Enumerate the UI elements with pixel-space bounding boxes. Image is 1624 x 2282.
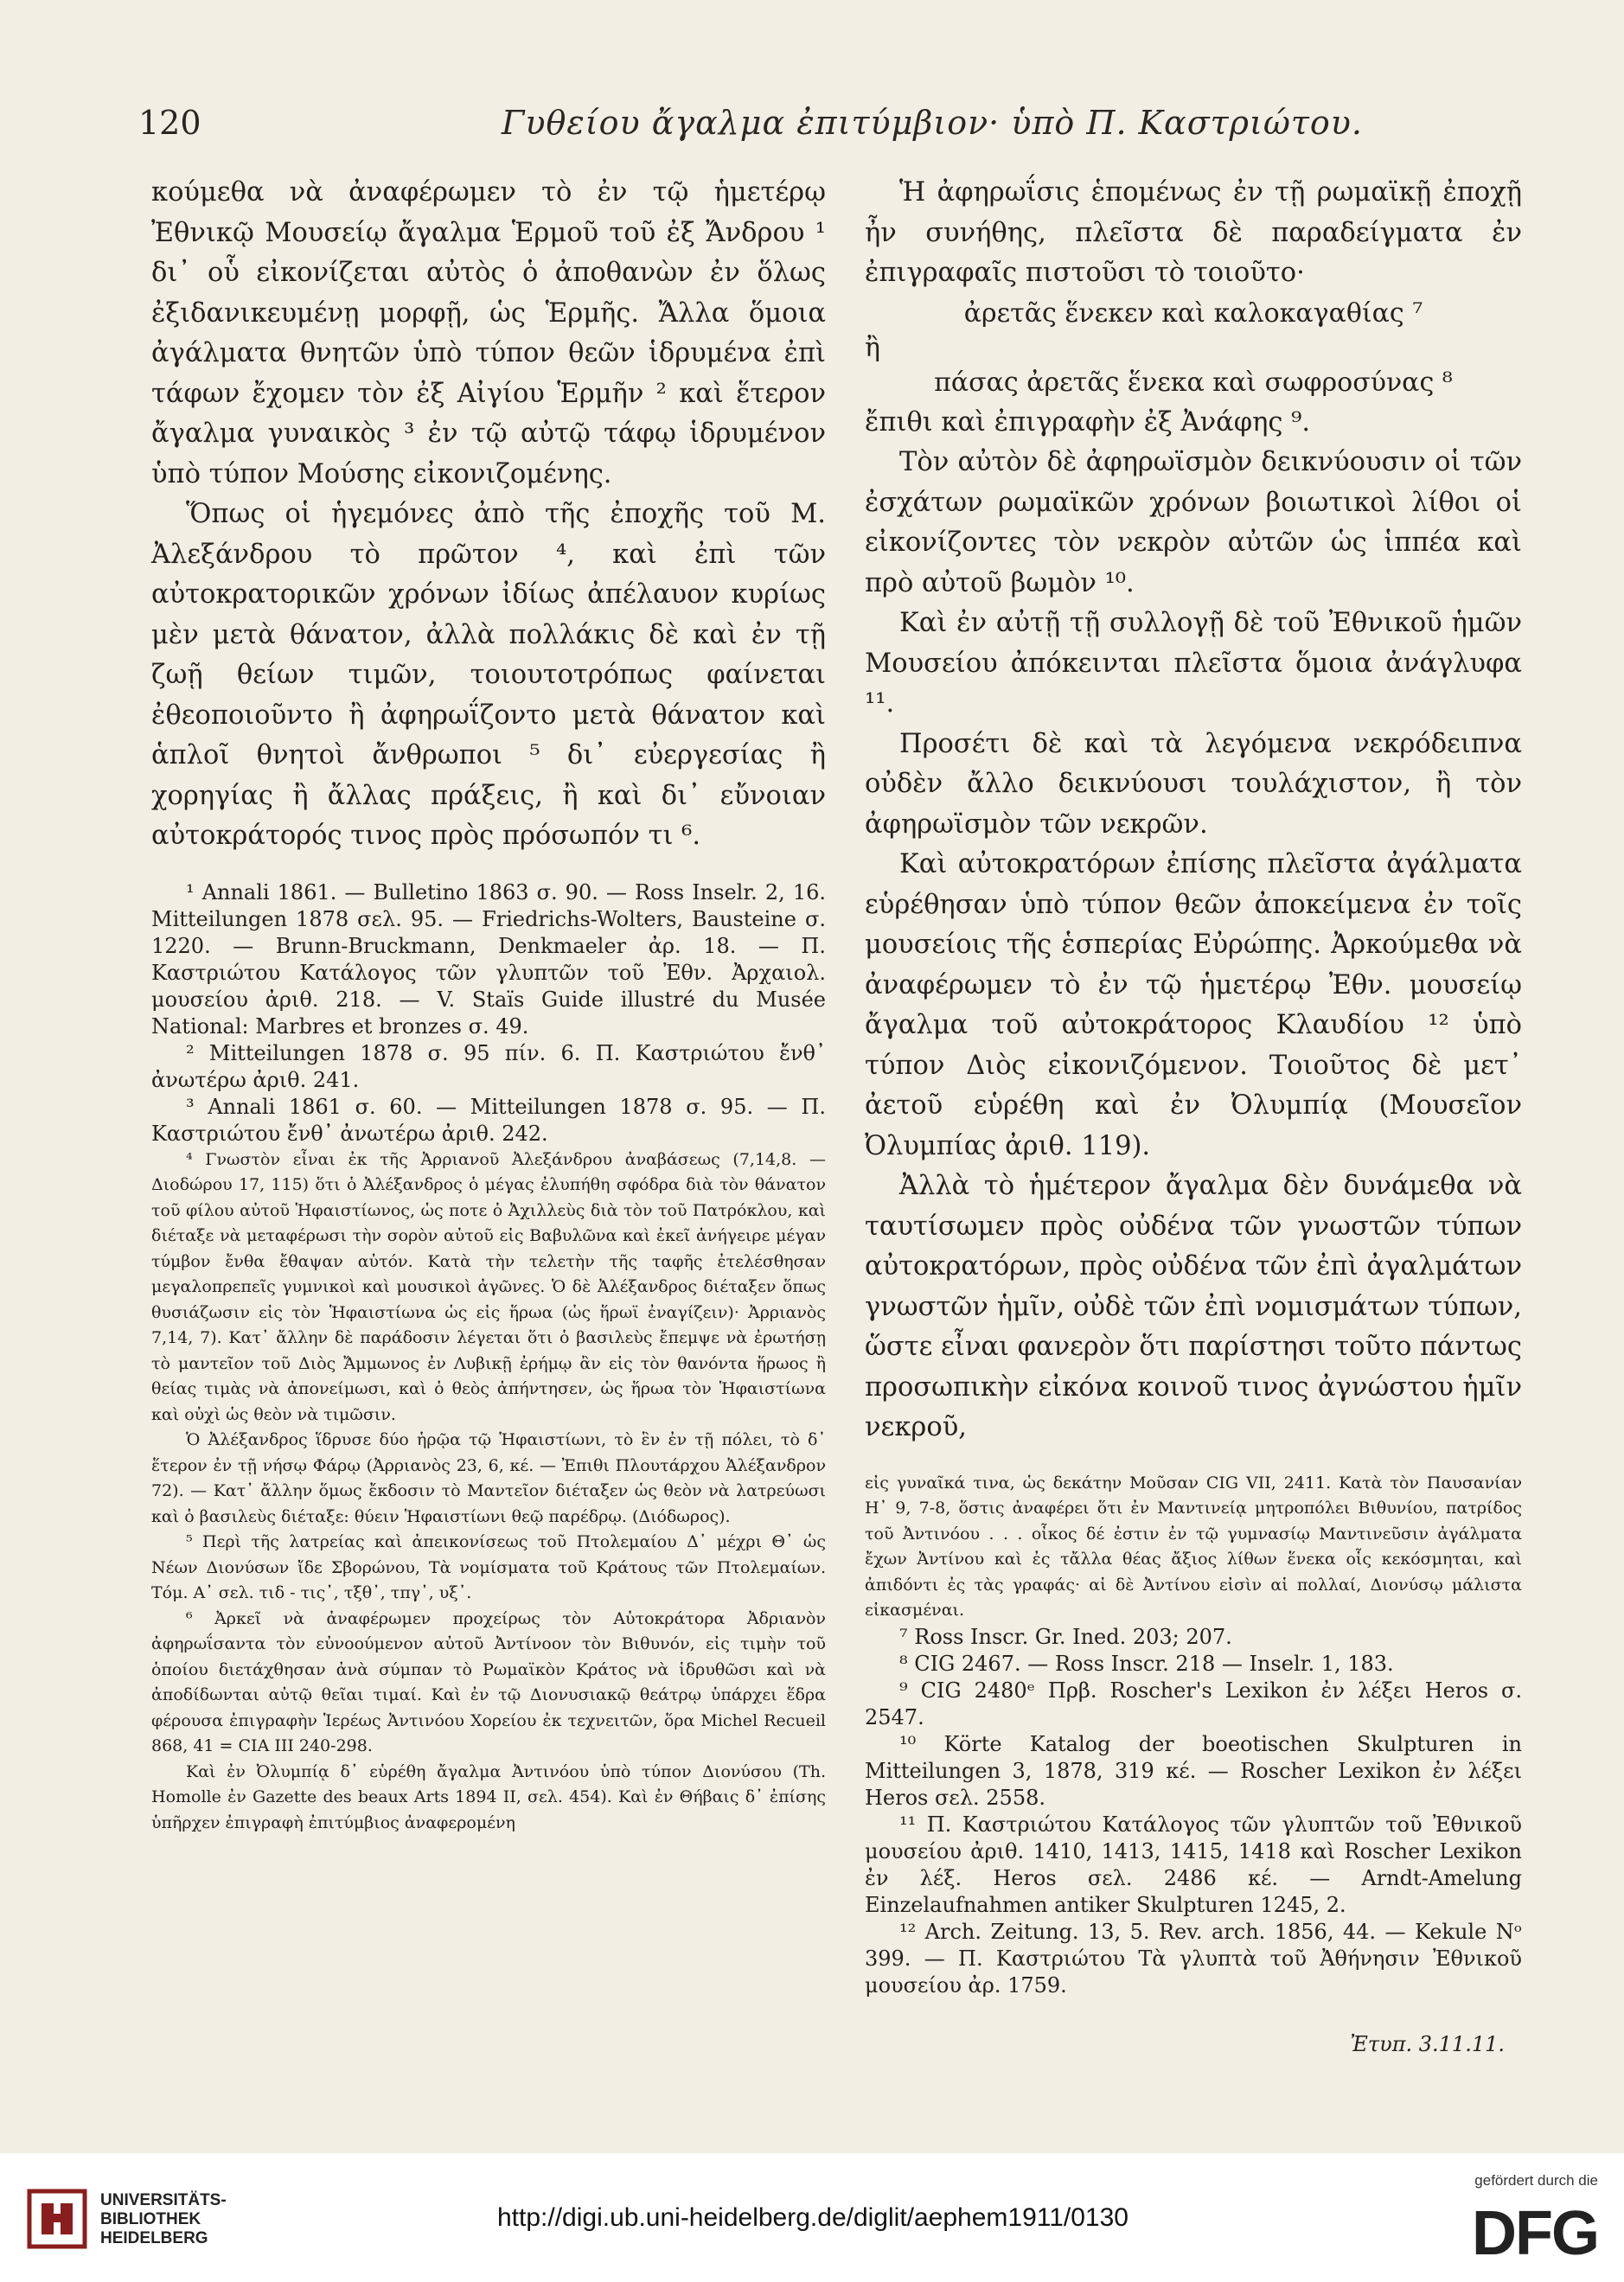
- right-column: [865, 173, 1522, 2056]
- left-paragraph-1: κούμεθα νὰ ἀναφέρωμεν τὸ ἐν τῷ ἡμετέρῳ Ἐθνικῷ Μουσείῳ ἄγαλμα Ἑρμοῦ τοῦ ἐξ Ἄνδρου ¹ δι᾽ οὗ εἰκονίζεται αὐτὸς ὁ ἀποθανὼν ἐν ὅλως ἐξιδανικευμένῃ μορφῇ, ὡς Ἑρμῆς. Ἄλλα ὅμοια ἀγάλματα θνητῶν ὑπὸ τύπον θεῶν ἱδρυμένα ἐπὶ τάφων ἔχομεν τὸν ἐξ Αἰγίου Ἑρμῆν ² καὶ ἕτερον ἄγαλμα γυναικὸς ³ ἐν τῷ αὐτῷ τάφῳ ἱδρυμένον ὑπὸ τύπον Μούσης εἰκονιζομένης.: [151, 177, 826, 489]
- page-number: 120: [138, 104, 201, 142]
- permalink-url[interactable]: http://digi.ub.uni-heidelberg.de/diglit/aephem1911/0130: [497, 2203, 1128, 2232]
- left-paragraph-2: Ὅπως οἱ ἡγεμόνες ἀπὸ τῆς ἐποχῆς τοῦ Μ. Ἀλεξάνδρου τὸ πρῶτον ⁴, καὶ ἐπὶ τῶν αὐτοκρατορικῶν χρόνων ἰδίως ἀπέλαυον κυρίως μὲν μετὰ θάνατον, ἀλλὰ πολλάκις δὲ καὶ ἐν τῇ ζωῇ θείων τιμῶν, τοιουτοτρόπως φαίνεται ἐθεοποιοῦντο ἢ ἀφηρωΐζοντο μετὰ θάνατον καὶ ἁπλοῖ θνητοὶ ἄνθρωποι ⁵ δι᾽ εὐεργεσίας ἢ χορηγίας ἢ ἄλλας πράξεις, ἢ καὶ δι᾽ εὔνοιαν αὐτοκράτορός τινος πρὸς πρόσωπόν τι ⁶.: [151, 499, 826, 851]
- footnote-12: ¹² Arch. Zeitung. 13, 5. Rev. arch. 1856, 44. — Kekule Nᵒ 399. — Π. Καστριώτου Τὰ γλυπτὰ τοῦ Ἀθήνησιν Ἐθνικοῦ μουσείου ἀρ. 1759.: [865, 1919, 1522, 1998]
- university-library-logo[interactable]: [26, 2179, 251, 2257]
- right-intro-paragraph: Ἡ ἀφηρωΐσις ἑπομένως ἐν τῇ ρωμαϊκῇ ἐποχῇ ἦν συνήθης, πλεῖστα δὲ παραδείγματα ἐν ἐπιγραφαῖς πιστοῦσι τὸ τοιοῦτο·: [865, 177, 1522, 288]
- right-paragraph-1: ἔπιθι καὶ ἐπιγραφὴν ἐξ Ἀνάφης ⁹.: [865, 406, 1311, 438]
- footnote-6: ⁶ Ἀρκεῖ νὰ ἀναφέρωμεν προχείρως τὸν Αὐτοκράτορα Ἀδριανὸν ἀφηρωΐσαντα τὸν εὐνοούμενον αὐτοῦ Ἀντίνοον τὸν Βιθυνόν, εἰς τιμὴν τοῦ ὁποίου διετάχθησαν ἀνὰ σύμπαν τὸ Ρωμαϊκὸν Κράτος νὰ ἱδρυθῶσι καὶ νὰ ἀποδίδωνται αὐτῷ θεῖαι τιμαί. Καὶ ἐν τῷ Διονυσιακῷ θεάτρῳ ὑπάρχει ἕδρα φέρουσα ἐπιγραφὴν Ἱερέως Ἀντινόου Χορείου ἐκ τεχνειτῶν, ὅρα Michel Recueil 868, 41 = CIA III 240-298.: [151, 1608, 826, 1755]
- right-paragraph-2: Τὸν αὐτὸν δὲ ἀφηρωϊσμὸν δεικνύουσιν οἱ τῶν ἐσχάτων ρωμαϊκῶν χρόνων βοιωτικοὶ λίθοι οἱ εἰκονίζοντες τὸν νεκρὸν αὐτῶν ὡς ἱππέα καὶ πρὸ αὐτοῦ βωμὸν ¹⁰.: [865, 447, 1522, 598]
- right-paragraph-4: Προσέτι δὲ καὶ τὰ λεγόμενα νεκρόδειπνα οὐδὲν ἄλλο δεικνύουσι τουλάχιστον, ἢ τὸν ἀφηρωϊσμὸν τῶν νεκρῶν.: [865, 728, 1522, 840]
- running-title: Γυθείου ἄγαλμα ἐπιτύμβιον· ὑπὸ Π. Καστριώτου.: [502, 104, 1363, 142]
- footnote-4-continued: Ὁ Ἀλέξανδρος ἵδρυσε δύο ἡρῷα τῷ Ἡφαιστίωνι, τὸ ἓν ἐν τῇ πόλει, τὸ δ᾽ ἕτερον ἐν τῇ νήσῳ Φάρῳ (Ἀρριανὸς 23, 6, κέ. — Ἐπιθι Πλουτάρχου Ἀλέξανδρον 72). — Κατ᾽ ἄλλην ὅμως ἔκδοσιν τὸ Μαντεῖον διέταξεν ὡς θεὸν νὰ λατρεύωσι καὶ ὁ βασιλεὺς διέταξε: θύειν Ἡφαιστίωνι θεῷ παρέδρῳ. (Διόδωρος).: [151, 1430, 826, 1526]
- footnote-7: ⁷ Ross Inscr. Gr. Ined. 203; 207.: [899, 1624, 1232, 1649]
- footnote-3: ³ Annali 1861 σ. 60. — Mitteilungen 1878 σ. 95. — Π. Καστριώτου ἔνθ᾽ ἀνωτέρω ἀριθ. 242.: [151, 1094, 826, 1146]
- footnote-continuation: εἰς γυναῖκά τινα, ὡς δεκάτην Μοῦσαν CIG VII, 2411. Κατὰ τὸν Παυσανίαν Η᾽ 9, 7-8, ὅστις ἀναφέρει ὅτι ἐν Μαντινείᾳ μητροπόλει Βιθυνίου, πατρίδος τοῦ Ἀντινόου . . . οἶκος δέ ἐστιν ἐν τῷ γυμνασίῳ Μαντινεῦσιν ἀγάλματα ἔχων Ἀντίνου καὶ ἐς τἄλλα θέας ἄξιος λίθων ἕνεκα οἷς κεκόσμηται, καὶ ἀπιδόντι ἐς τὰς γραφάς· αἱ δὲ Ἀντίνου εἰσὶν αἱ πολλαί, Διονύσῳ μάλιστα εἰκασμέναι.: [865, 1473, 1522, 1620]
- right-paragraph-6: Ἀλλὰ τὸ ἡμέτερον ἄγαλμα δὲν δυνάμεθα νὰ ταυτίσωμεν πρὸς οὐδένα τῶν γνωστῶν τύπων αὐτοκρατόρων, πρὸς οὐδένα τῶν ἐπὶ ἀγαλμάτων γνωστῶν ἡμῖν, οὐδὲ τῶν ἐπὶ νομισμάτων τύπων, ὥστε εἶναι φανερὸν ὅτι παρίστησι τοῦτο πάντως προσωπικὴν εἰκόνα κοινοῦ τινος ἀγνώστου ἡμῖν νεκροῦ,: [865, 1171, 1523, 1442]
- library-name: UNIVERSITÄTS- BIBLIOTHEK HEIDELBERG: [100, 2191, 227, 2247]
- page-header: [138, 104, 1487, 156]
- sponsor-caption: gefördert durch die: [1474, 2172, 1598, 2189]
- footnote-8: ⁸ CIG 2467. — Ross Inscr. 218 — Inselr. 1, 183.: [899, 1651, 1394, 1676]
- left-column: [151, 173, 826, 1836]
- print-date-signature: Ἐτυπ. 3.11.11.: [1350, 2031, 1505, 2056]
- inscription-2: πάσας ἀρετᾶς ἕνεκα καὶ σωφροσύνας ⁸: [934, 367, 1453, 398]
- footnote-6-continued: Καὶ ἐν Ὀλυμπίᾳ δ᾽ εὑρέθη ἄγαλμα Ἀντινόου ὑπὸ τύπον Διονύσου (Th. Homolle ἐν Gazette des beaux Arts 1894 II, σελ. 454). Καὶ ἐν Θήβαις δ᾽ ἐπίσης ὑπῆρχεν ἐπιγραφὴ ἐπιτύμβιος ἀναφερομένη: [151, 1761, 826, 1832]
- library-seal-icon: [26, 2188, 88, 2250]
- footnote-1: ¹ Annali 1861. — Bulletino 1863 σ. 90. — Ross Inselr. 2, 16. Mitteilungen 1878 σελ. 95. — Friedrichs-Wolters, Bausteine σ. 1220. — Brunn-Bruckmann, Denkmaeler ἀρ. 18. — Π. Καστριώτου Κατάλογος τῶν γλυπτῶν τοῦ Ἐθν. Ἀρχαιολ. μουσείου ἀριθ. 218. — V. Staïs Guide illustré du Musée National: Marbres et bronzes σ. 49.: [151, 879, 826, 1039]
- footnote-2: ² Mitteilungen 1878 σ. 95 πίν. 6. Π. Καστριώτου ἔνθ᾽ ἀνωτέρω ἀριθ. 241.: [151, 1040, 826, 1092]
- footnote-5: ⁵ Περὶ τῆς λατρείας καὶ ἀπεικονίσεως τοῦ Πτολεμαίου Δ᾽ μέχρι Θ᾽ ὡς Νέων Διονύσων ἴδε Σβορώνου, Τὰ νομίσματα τοῦ Κράτους τῶν Πτολεμαίων. Τόμ. Α᾽ σελ. τιδ - τις᾽, τξθ᾽, τπγ᾽, υξ᾽.: [151, 1532, 826, 1602]
- footer-bar: [0, 2153, 1624, 2282]
- footnote-9: ⁹ CIG 2480ᵉ Πρβ. Roscher's Lexikon ἐν λέξει Heros σ. 2547.: [865, 1678, 1522, 1729]
- dfg-sponsor[interactable]: [1425, 2172, 1598, 2267]
- or-word: ἢ: [865, 332, 880, 363]
- footnote-11: ¹¹ Π. Καστριώτου Κατάλογος τῶν γλυπτῶν τοῦ Ἐθνικοῦ μουσείου ἀριθ. 1410, 1413, 1415, 1418 καὶ Roscher Lexikon ἐν λέξ. Heros σελ. 2486 κέ. — Arndt-Amelung Einzelaufnahmen antiker Skulpturen 1245, 2.: [865, 1812, 1522, 1917]
- right-paragraph-3: Καὶ ἐν αὐτῇ τῇ συλλογῇ δὲ τοῦ Ἐθνικοῦ ἡμῶν Μουσείου ἀπόκεινται πλεῖστα ὅμοια ἀνάγλυφα ¹¹.: [865, 608, 1522, 719]
- footnote-4: ⁴ Γνωστὸν εἶναι ἐκ τῆς Ἀρριανοῦ Ἀλεξάνδρου ἀναβάσεως (7,14,8. — Διοδώρου 17, 115) ὅτι ὁ Ἀλέξανδρος ὁ μέγας ἐλυπήθη σφόδρα διὰ τὸν θάνατον τοῦ φίλου αὐτοῦ Ἡφαιστίωνος, ὡς ποτε ὁ Ἀχιλλεὺς διὰ τὸν τοῦ Πατρόκλου, καὶ διέταξε νὰ μεταφέρωσι τὴν σορὸν αὐτοῦ εἰς Βαβυλῶνα καὶ ἐκεῖ ἀνήγειρε μέγαν τύμβον ἔνθα ἔθαψαν αὐτόν. Κατὰ τὴν τελετὴν τῆς ταφῆς ἐτελέσθησαν μεγαλοπρεπεῖς γυμνικοὶ καὶ μουσικοὶ ἀγῶνες. Ὁ δὲ Ἀλέξανδρος διέταξεν ὅπως θυσιάζωσιν εἰς τὸν Ἡφαιστίωνα ὡς εἰς ἥρωα (ὡς ἥρωϊ ἐναγίζειν)· Ἀρριανὸς 7,14, 7). Κατ᾽ ἄλλην δὲ παράδοσιν λέγεται ὅτι ὁ βασιλεὺς ἔπεμψε νὰ ἐρωτήσῃ τὸ μαντεῖον τοῦ Διὸς Ἄμμωνος ἐν Λυβικῇ ἐρήμῳ ἂν εἰς τὸν θανόντα ἥρωος ἢ θείας τιμὰς νὰ ἀπονείμωσι, καὶ ὁ θεὸς ἀπήντησεν, ὡς ἥρωα τὸν Ἡφαιστίωνα καὶ οὐχὶ ὡς θεὸν νὰ τιμῶσιν.: [151, 1149, 826, 1424]
- right-paragraph-5: Καὶ αὐτοκρατόρων ἐπίσης πλεῖστα ἀγάλματα εὑρέθησαν ὑπὸ τύπον θεῶν ἀποκείμενα ἐν τοῖς μουσείοις τῆς ἑσπερίας Εὐρώπης. Ἀρκούμεθα νὰ ἀναφέρωμεν τὸ ἐν τῷ ἡμετέρῳ Ἐθν. μουσείῳ ἄγαλμα τοῦ αὐτοκράτορος Κλαυδίου ¹² ὑπὸ τύπον Διὸς εἰκονιζόμενον. Τοιοῦτος δὲ μετ᾽ ἀετοῦ εὑρέθη καὶ ἐν Ὀλυμπίᾳ (Μουσεῖον Ὀλυμπίας ἀριθ. 119).: [865, 849, 1522, 1161]
- inscription-1: ἀρετᾶς ἕνεκεν καὶ καλοκαγαθίας ⁷: [963, 297, 1423, 329]
- dfg-logo: DFG: [1472, 2199, 1598, 2268]
- footnote-10: ¹⁰ Körte Katalog der boeotischen Skulpturen in Mitteilungen 3, 1878, 319 κέ. — Roscher Lexikon ἐν λέξει Heros σελ. 2558.: [865, 1731, 1522, 1810]
